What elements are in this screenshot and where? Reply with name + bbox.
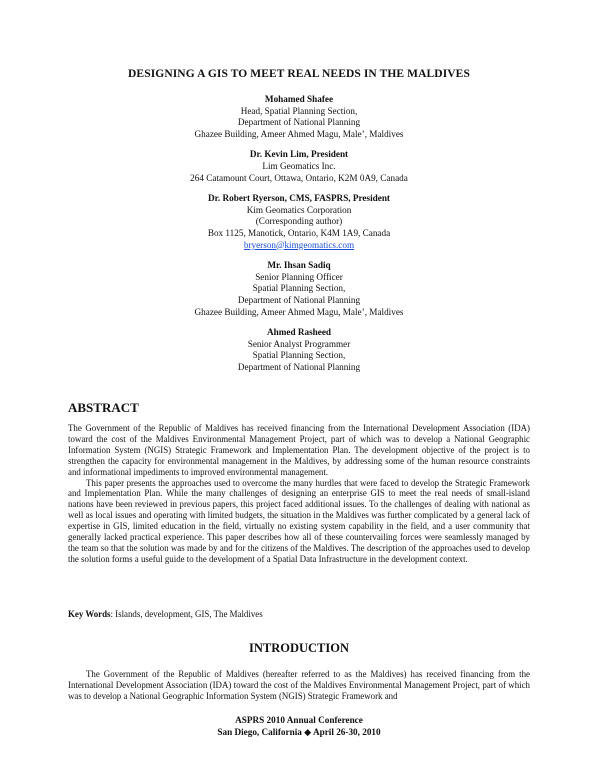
author-name: Mohamed Shafee — [264, 94, 334, 104]
author-affiliation-line: Spatial Planning Section, — [252, 283, 346, 294]
author-affiliation-line: Box 1125, Manotick, Ontario, K4M 1A9, Canada — [207, 227, 391, 238]
author-block — [0, 94, 598, 140]
author-affiliation-line: Department of National Planning — [237, 294, 361, 305]
author-name: Dr. Kevin Lim, President — [249, 149, 349, 160]
author-name: Dr. Robert Ryerson, CMS, FASPRS, President — [208, 193, 390, 204]
abstract-paragraph: The Government of the Republic of Maldives has received financing from the International Development Association (IDA) toward the cost of the Maldives Environmental Management Project, part of which was to develop a National Geographic Information System (NGIS) Strategic Framework and Implementation Plan. The development objective of the project is to strengthen the capacity for environmental management in the Maldives, by addressing some of the human resource constraints and informational impediments to improved environmental management. — [68, 423, 530, 477]
footer-conference-name: ASPRS 2010 Annual Conference — [235, 715, 363, 725]
keywords — [68, 609, 263, 619]
author-affiliation-line: Lim Geomatics Inc. — [262, 160, 336, 171]
introduction-paragraph: The Government of the Republic of Maldives (hereafter referred to as the Maldives) has received financing from the International Development Association (IDA) toward the cost of the Maldives Environmental Management Project, part of which was to develop a National Geographic Information System (NGIS) Strategic Framework and — [68, 669, 530, 701]
conference-footer — [0, 715, 598, 738]
abstract-heading: ABSTRACT — [68, 400, 139, 415]
author-block — [0, 260, 598, 318]
keywords-label: Key Words — [68, 609, 111, 619]
author-affiliation-line: Ghazee Building, Ameer Ahmed Magu, Male’, Maldives — [194, 306, 404, 317]
author-block — [0, 193, 598, 251]
author-affiliation-line: Senior Analyst Programmer — [247, 338, 351, 349]
abstract-body — [68, 423, 530, 565]
author-affiliation-line: Department of National Planning — [237, 361, 361, 372]
author-email-link[interactable]: bryerson@kimgeomatics.com — [243, 239, 355, 250]
author-affiliation-line: Department of National Planning — [237, 117, 361, 128]
abstract-paragraph: This paper presents the approaches used to overcome the many hurdles that were faced to develop the Strategic Framework and Implementation Plan. While the many challenges of designing an enterprise GIS to meet the real needs of small-island nations have been reviewed in previous papers, this project faced additional issues. To the challenges of dealing with national as well as local issues and operating with limited budgets, the situation in the Maldives was further complicated by a general lack of expertise in GIS, limited education in the field, virtually no existing system capability in the field, and a user community that generally lacked practical experience. This paper describes how all of these countervailing forces were seamlessly managed by the team so that the solution was made by and for the citizens of the Maldives. The description of the approaches used to develop the solution forms a useful guide to the development of a Spatial Data Infrastructure in the development context. — [68, 477, 530, 564]
introduction-heading: INTRODUCTION — [248, 641, 349, 655]
author-affiliation-line: 264 Catamount Court, Ottawa, Ontario, K2M 0A9, Canada — [190, 172, 408, 183]
author-name: Ahmed Rasheed — [266, 327, 332, 338]
author-affiliation-line: Head, Spatial Planning Section, — [240, 105, 358, 116]
paper-title: DESIGNING A GIS TO MEET REAL NEEDS IN THE MALDIVES — [128, 68, 470, 80]
footer-location-date: San Diego, California ◆ April 26-30, 2010 — [217, 726, 381, 737]
author-block — [0, 327, 598, 373]
author-affiliation-line: Spatial Planning Section, — [252, 350, 346, 361]
author-affiliation-line: Senior Planning Officer — [255, 271, 343, 282]
author-list — [0, 94, 598, 382]
author-affiliation-line: Ghazee Building, Ameer Ahmed Magu, Male’, Maldives — [194, 128, 404, 139]
author-affiliation-line: (Corresponding author) — [255, 216, 343, 227]
keywords-text: : Islands, development, GIS, The Maldives — [110, 609, 263, 619]
author-affiliation-line: Kim Geomatics Corporation — [246, 204, 352, 215]
author-name: Mr. Ihsan Sadiq — [267, 260, 331, 271]
author-block — [0, 149, 598, 184]
